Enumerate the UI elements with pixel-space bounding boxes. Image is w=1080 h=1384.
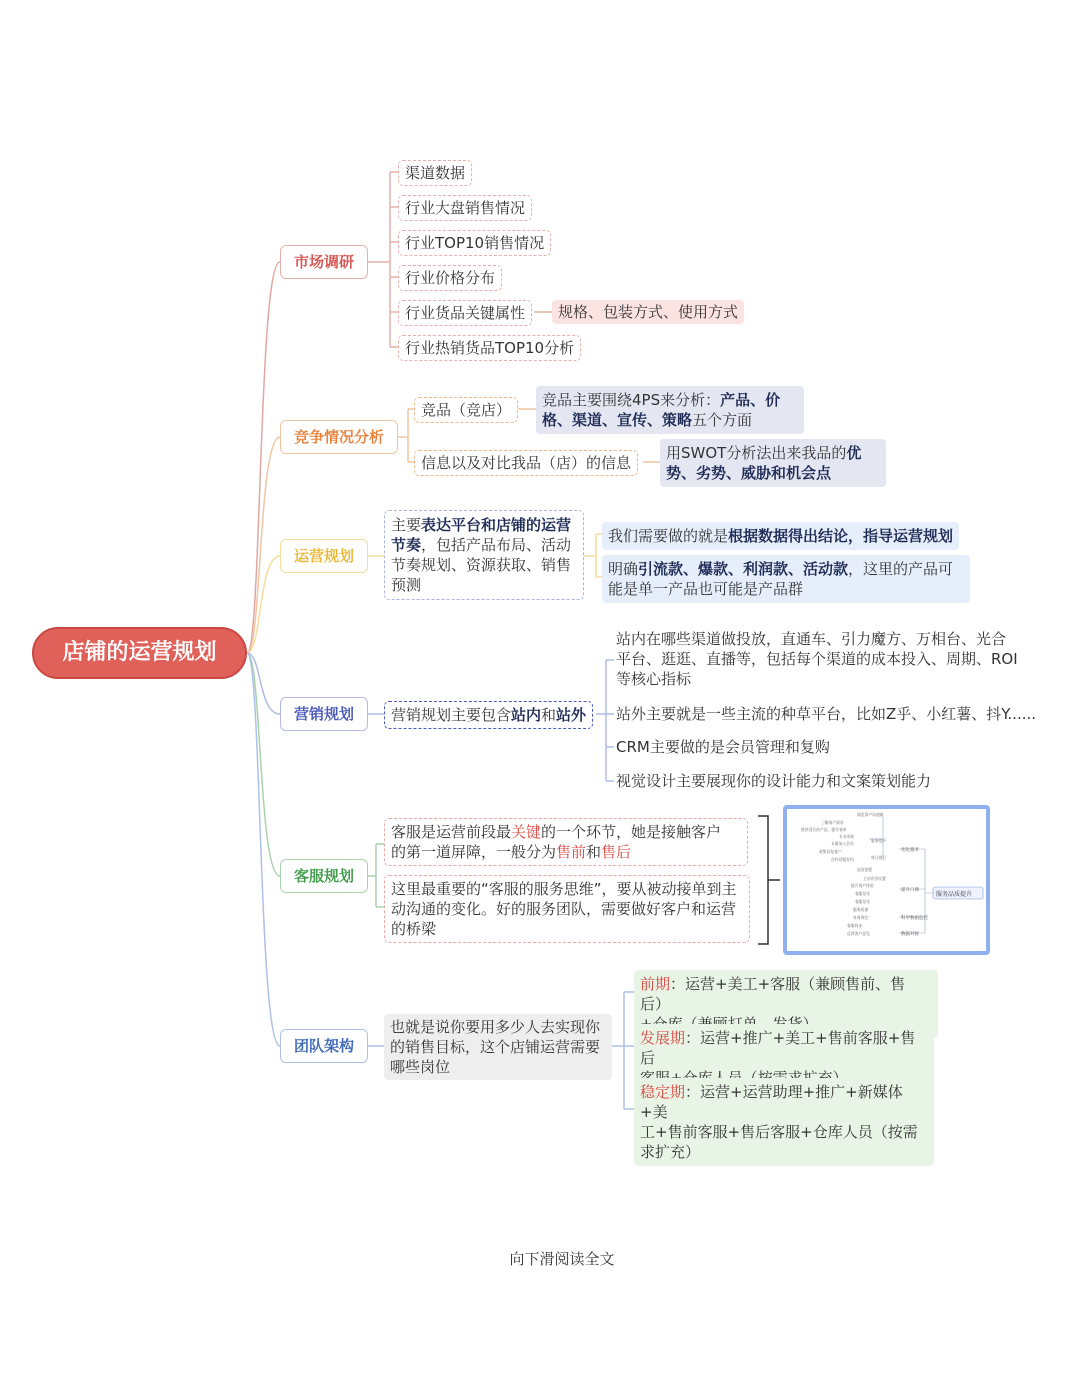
service-mindmap-thumbnail[interactable]: [783, 805, 990, 955]
thumbnail-leaf-6: 每日排行: [871, 855, 887, 860]
thumbnail-leaf-0: 浏览客户沟通量: [857, 812, 884, 817]
operations-note-conclusion: 我们需要做的就是根据数据得出结论，指导运营规划: [602, 522, 959, 550]
category-team-structure[interactable]: 团队架构: [280, 1029, 368, 1063]
competition-note-swot: 用SWOT分析法出来我品的优 势、劣势、威胁和机会点: [660, 439, 886, 487]
thumbnail-mid-3: 数据对接: [901, 932, 919, 937]
category-competition-analysis[interactable]: 竞争情况分析: [280, 420, 398, 454]
team-description: 也就是说你要用多少人去实现你 的销售目标，这个店铺运营需要 哪些岗位: [384, 1014, 612, 1080]
market-item-price-distribution[interactable]: 行业价格分布: [398, 265, 502, 291]
category-operations-plan[interactable]: 运营规划: [280, 539, 368, 573]
thumbnail-mid-1: 提升口碑: [901, 888, 919, 893]
thumbnail-map-svg: [787, 809, 986, 951]
thumbnail-leaf-7: 收集回复客户: [819, 849, 842, 854]
marketing-crm: CRM主要做的是会员管理和复购: [616, 738, 830, 756]
team-stage-growth: 发展期：运营+推广+美工+售前客服+售后: [634, 1024, 934, 1092]
market-item-channel-data[interactable]: 渠道数据: [398, 160, 472, 186]
thumbnail-leaf-11: 提升客户体验: [851, 883, 874, 888]
thumbnail-leaf-13: 客服话术: [855, 899, 871, 904]
market-item-hot-top10[interactable]: 行业热销货品TOP10分析: [398, 335, 581, 361]
category-market-research[interactable]: 市场调研: [280, 245, 368, 279]
competition-note-4ps: 竞品主要围绕4PS来分析：产品、价 格、渠道、宣传、策略五个方面: [536, 386, 804, 434]
thumbnail-leaf-2: 推荐适合的产品，提升客单: [801, 827, 847, 832]
market-item-industry-sales[interactable]: 行业大盘销售情况: [398, 195, 532, 221]
marketing-onsite-channels: 站内在哪些渠道做投放，直通车、引力魔方、万相台、光合 平台、逛逛、直播等，包括每个渠道的成本投入、周期、ROI 等核心指标: [616, 630, 1018, 688]
thumbnail-center-label: 服务品质提升: [936, 891, 973, 898]
root-node[interactable]: 店铺的运营规划: [32, 627, 247, 679]
thumbnail-leaf-15: 每周例会: [853, 915, 869, 920]
scroll-hint[interactable]: 向下滑阅读全文: [509, 1250, 615, 1268]
thumbnail-leaf-5: 服务提升: [871, 838, 887, 843]
team-stage-stable: 稳定期：运营+运营助理+推广+新媒体+美 工+售前客服+售后客服+仓库人员（按需 求扩充）: [634, 1078, 934, 1166]
marketing-offsite-platforms: 站外主要就是一些主流的种草平台，比如Z乎、小红薯、抖Y......: [616, 705, 1037, 723]
thumbnail-leaf-17: 反馈客户意见: [847, 931, 870, 936]
category-marketing-plan[interactable]: 营销规划: [280, 697, 368, 731]
marketing-visual-design: 视觉设计主要展现你的设计能力和文案策划能力: [616, 772, 932, 790]
service-box-key-link[interactable]: 客服是运营前段最关键的一个环节，她是接触客户 的第一道屏障，一般分为售前和售后: [384, 818, 748, 866]
market-attr-note: 规格、包装方式、使用方式: [552, 300, 744, 324]
thumbnail-leaf-12: 客服话术: [855, 891, 871, 896]
thumbnail-leaf-14: 服务质量: [853, 907, 869, 912]
operations-note-product-types: 明确引流款、爆款、利润款、活动款，这里的产品可 能是单一产品也可能是产品群: [602, 555, 970, 603]
thumbnail-mid-2: 科学数据监控: [901, 916, 928, 921]
market-item-key-attributes[interactable]: 行业货品关键属性: [398, 300, 532, 326]
thumbnail-leaf-3: 专业形象: [839, 834, 855, 839]
competition-item-competitor[interactable]: 竞品（竞店）: [414, 397, 518, 423]
thumbnail-leaf-4: 专属加入会员: [831, 841, 854, 846]
marketing-description[interactable]: 营销规划主要包含站内和站外: [384, 701, 593, 729]
thumbnail-leaf-10: 主动评价设置: [863, 876, 886, 881]
team-stage-early: 前期：运营+美工+客服（兼顾售前、售后）: [634, 970, 938, 1038]
operations-description[interactable]: 主要表达平台和店铺的运营 节奏，包括产品布局、活动 节奏规划、资源获取、销售 预测: [384, 510, 584, 600]
thumbnail-leaf-8: 存档话题存档: [831, 857, 854, 862]
category-service-plan[interactable]: 客服规划: [280, 859, 368, 893]
thumbnail-mid-0: 优化服务: [901, 848, 919, 853]
thumbnail-leaf-16: 客服同步: [847, 923, 863, 928]
thumbnail-leaf-1: 了解客户需求: [821, 820, 844, 825]
market-item-top10-sales[interactable]: 行业TOP10销售情况: [398, 230, 551, 256]
competition-item-compare-info[interactable]: 信息以及对比我品（店）的信息: [414, 450, 638, 476]
service-box-mindset[interactable]: 这里最重要的“客服的服务思维”，要从被动接单到主 动沟通的变化。好的服务团队，需要做好客户和运营 的桥梁: [384, 875, 750, 943]
thumbnail-leaf-9: 退货流程: [857, 867, 873, 872]
